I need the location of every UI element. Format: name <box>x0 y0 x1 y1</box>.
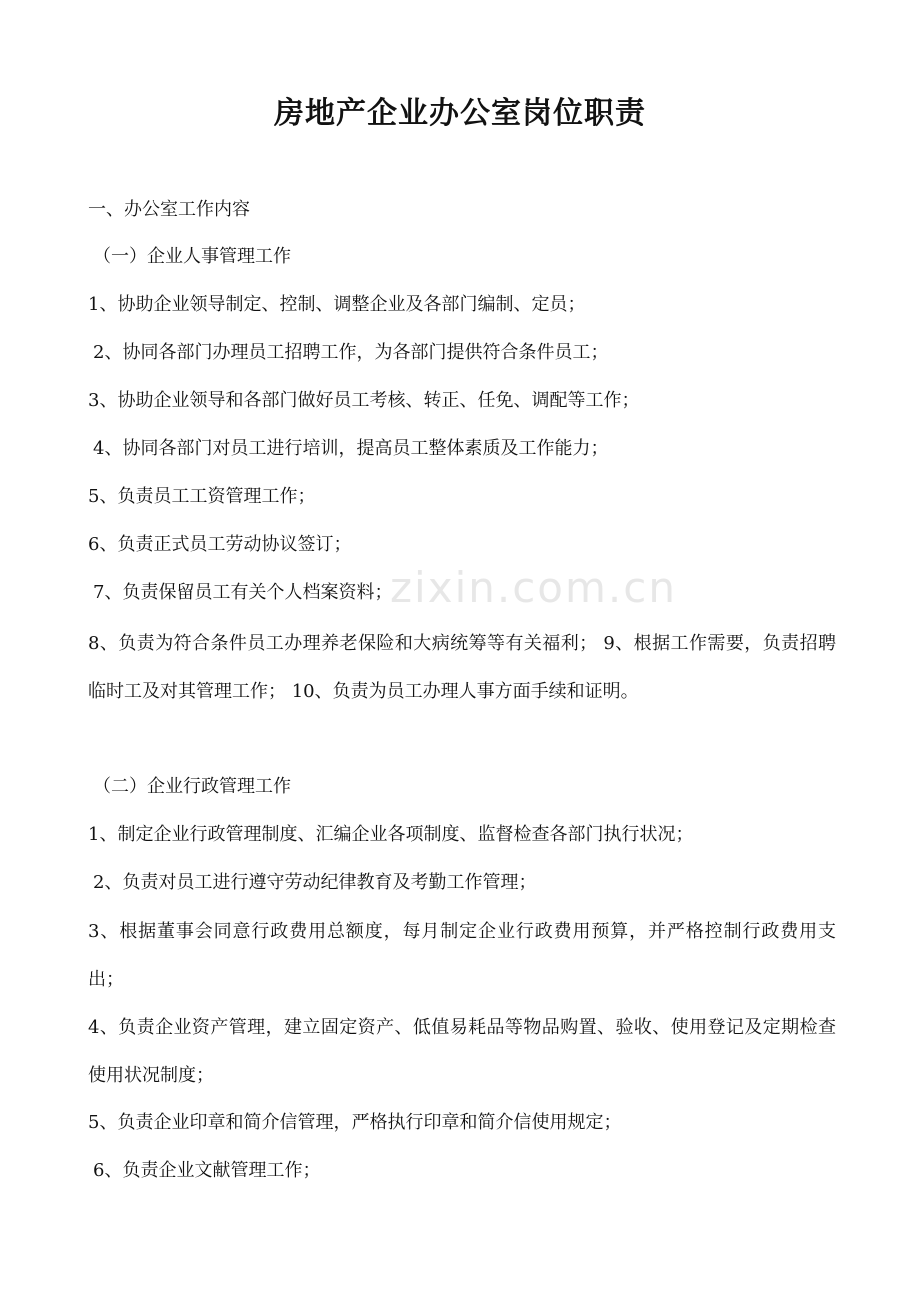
watermark: zixin.com.cn <box>390 563 677 612</box>
list-item: 6、负责正式员工劳动协议签订； <box>88 534 352 555</box>
list-item: 1、制定企业行政管理制度、汇编企业各项制度、监督检查各部门执行状况； <box>88 824 694 845</box>
section-heading: 一、办公室工作内容 <box>88 199 250 220</box>
list-item: 4、负责企业资产管理，建立固定资产、低值易耗品等物品购置、验收、使用登记及定期检查使用状况制度； <box>88 1017 836 1086</box>
list-item: 3、协助企业领导和各部门做好员工考核、转正、任免、调配等工作； <box>88 390 640 411</box>
list-item: 1、协助企业领导制定、控制、调整企业及各部门编制、定员； <box>88 294 586 315</box>
list-item: 3、根据董事会同意行政费用总额度，每月制定企业行政费用预算，并严格控制行政费用支出； <box>88 921 836 990</box>
list-item: 7、负责保留员工有关个人档案资料； <box>93 582 393 603</box>
document-title: 房地产企业办公室岗位职责 <box>274 96 646 131</box>
list-item: 5、负责员工工资管理工作； <box>88 486 316 507</box>
list-item: 6、负责企业文献管理工作； <box>93 1160 321 1181</box>
list-item: 4、协同各部门对员工进行培训，提高员工整体素质及工作能力； <box>93 438 609 459</box>
list-item: 8、负责为符合条件员工办理养老保险和大病统筹等有关福利； 9、根据工作需要，负责招聘临时工及对其管理工作； 10、负责为员工办理人事方面手续和证明。 <box>88 633 836 702</box>
list-item: 5、负责企业印章和简介信管理，严格执行印章和简介信使用规定； <box>88 1112 622 1133</box>
subsection-heading-admin: （二）企业行政管理工作 <box>93 776 291 797</box>
subsection-heading-personnel: （一）企业人事管理工作 <box>93 246 291 267</box>
list-item: 2、协同各部门办理员工招聘工作，为各部门提供符合条件员工； <box>93 342 609 363</box>
list-item: 2、负责对员工进行遵守劳动纪律教育及考勤工作管理； <box>93 872 537 893</box>
